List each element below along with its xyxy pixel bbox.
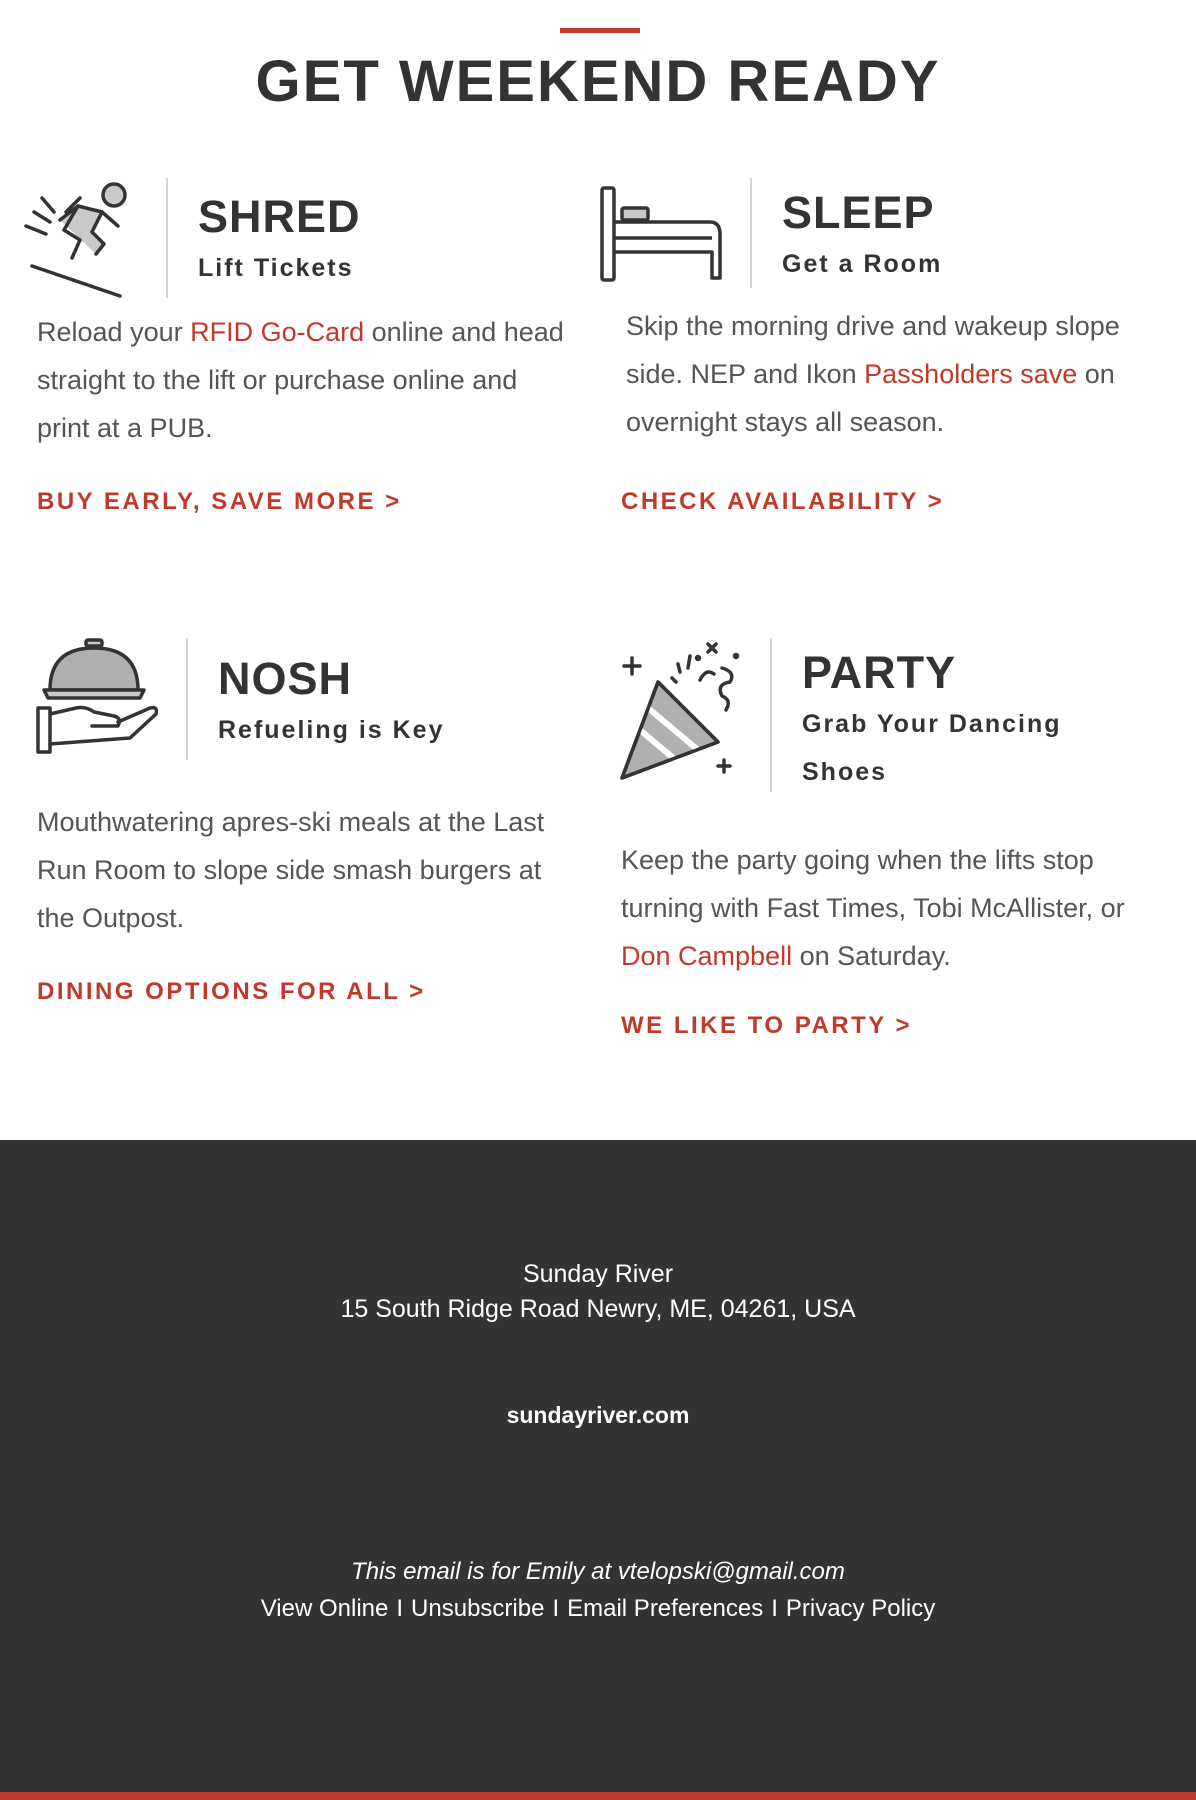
card-body: Skip the morning drive and wakeup slope side. NEP and Ikon Passholders save on overnight stays all season.	[626, 311, 1120, 437]
card-subtitle: Get a Room	[782, 250, 943, 278]
skier-icon	[20, 178, 132, 298]
card-divider	[770, 638, 772, 792]
card-title: NOSH	[218, 653, 353, 704]
card-body: Keep the party going when the lifts stop turning with Fast Times, Tobi McAllister, or Don Campbell on Saturday.	[621, 845, 1125, 971]
link-separator: I	[552, 1595, 560, 1622]
recipient-note: This email is for Emily at vtelopski@gmail.com	[351, 1558, 845, 1585]
don-campbell-link[interactable]: Don Campbell	[621, 941, 793, 971]
footer-links	[0, 1595, 1196, 1623]
card-divider	[186, 638, 188, 760]
unsubscribe-link[interactable]: Unsubscribe	[411, 1595, 545, 1622]
passholders-save-link[interactable]: Passholders save	[864, 359, 1078, 389]
buy-early-button[interactable]: BUY EARLY, SAVE MORE >	[37, 488, 402, 515]
card-sleep	[600, 178, 1160, 515]
card-title: PARTY	[802, 647, 957, 698]
card-body: Reload your RFID Go-Card online and head straight to the lift or purchase online and print at a PUB.	[37, 317, 564, 443]
footer	[0, 1140, 1196, 1800]
card-body: Mouthwatering apres-ski meals at the Last Run Room to slope side smash burgers at the Outpost.	[37, 807, 545, 933]
website-link[interactable]: sundayriver.com	[506, 1402, 690, 1428]
serving-cloche-icon	[36, 638, 158, 760]
rfid-go-card-link[interactable]: RFID Go-Card	[190, 317, 365, 347]
bed-icon	[600, 178, 722, 282]
link-separator: I	[396, 1595, 404, 1622]
card-divider	[750, 178, 752, 288]
card-title: SLEEP	[782, 187, 935, 238]
card-nosh	[36, 638, 596, 1005]
card-subtitle: Refueling is Key	[218, 716, 445, 744]
card-party	[618, 638, 1178, 1039]
card-divider	[166, 178, 168, 298]
party-popper-icon	[618, 638, 742, 788]
footer-address: 15 South Ridge Road Newry, ME, 04261, USA	[340, 1295, 856, 1323]
link-separator: I	[771, 1595, 778, 1622]
email-preferences-link[interactable]: Email Preferences	[567, 1595, 764, 1622]
card-title: SHRED	[198, 191, 361, 242]
footer-accent-bar	[0, 1792, 1196, 1800]
card-subtitle: Lift Tickets	[198, 254, 354, 282]
party-button[interactable]: WE LIKE TO PARTY >	[621, 1012, 913, 1039]
card-shred	[20, 178, 580, 515]
dining-options-button[interactable]: DINING OPTIONS FOR ALL >	[37, 978, 426, 1005]
privacy-policy-link[interactable]: Privacy Policy	[785, 1595, 936, 1622]
page-title: GET WEEKEND READY	[255, 49, 941, 114]
view-online-link[interactable]: View Online	[260, 1595, 389, 1622]
check-availability-button[interactable]: CHECK AVAILABILITY >	[621, 488, 945, 515]
card-subtitle: Grab Your Dancing Shoes	[802, 710, 1062, 786]
header-accent-rule	[560, 28, 640, 33]
footer-company-name: Sunday River	[522, 1260, 674, 1288]
